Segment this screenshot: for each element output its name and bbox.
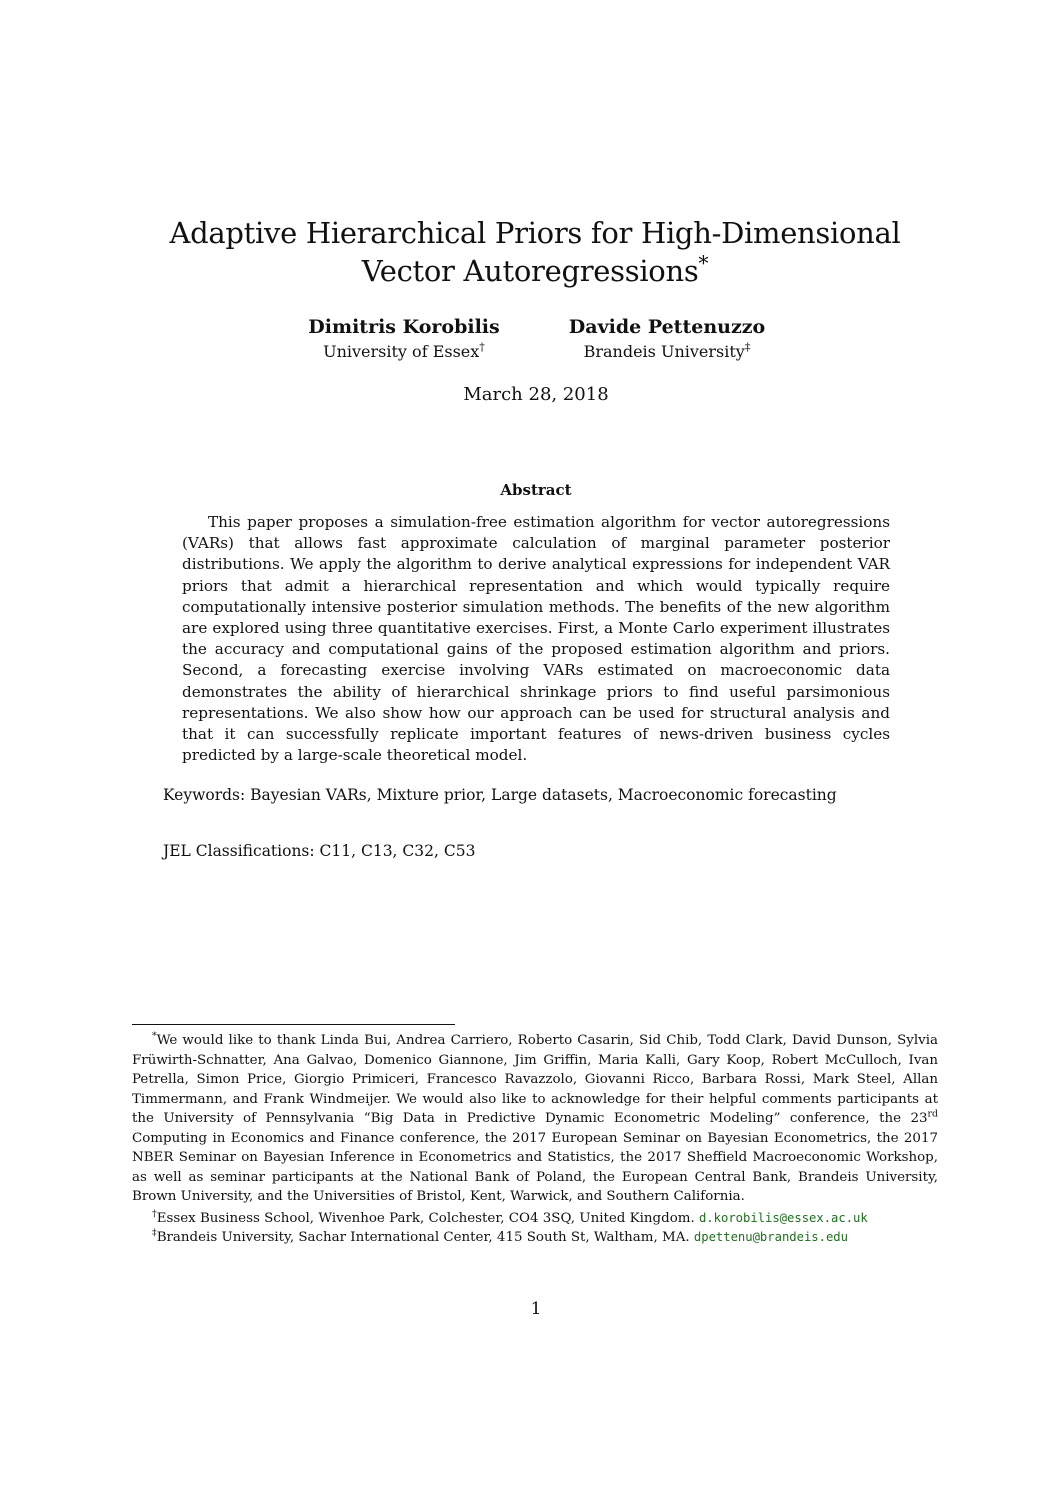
page-number: 1 [530, 1299, 542, 1319]
footnote-mark: ‡ [152, 1227, 157, 1239]
author-block-1 [308, 316, 500, 361]
footnote-thanks: *We would like to thank Linda Bui, Andrea Carriero, Roberto Casarin, Sid Chib, Todd Clark, David Dunson, Sylvia Früwirth-Schnatter, Ana Galvao, Domenico Giannone, Jim Griffin, Maria Kalli, Gary Koop, Robert McCulloch, Ivan Petrella, Simon Price, Giorgio Primiceri, Francesco Ravazzolo, Giovanni Ricco, Barbara Rossi, Mark Steel, Allan Timmermann, and Frank Windmeijer. We would also like to acknowledge for their helpful comments participants at the University of Pennsylvania “Big Data in Predictive Dynamic Econometric Modeling” conference, the 23rd Computing in Economics and Finance conference, the 2017 European Seminar on Bayesian Econometrics, the 2017 NBER Seminar on Bayesian Inference in Econometrics and Statistics, the 2017 Sheffield Macroeconomic Workshop, as well as seminar participants at the National Bank of Poland, the European Central Bank, Brandeis University, Brown University, and the Universities of Bristol, Kent, Warwick, and Southern California. [132, 1030, 938, 1204]
author-affiliation: University of Essex† [323, 340, 485, 361]
paper-title: Adaptive Hierarchical Priors for High-Dimensional Vector Autoregressions* [169, 216, 901, 288]
footnotes [132, 1031, 938, 1248]
abstract-heading: Abstract [500, 481, 572, 499]
author-name: Davide Pettenuzzo [568, 316, 766, 338]
author-affiliation: Brandeis University‡ [583, 340, 751, 361]
email-link-pettenuzzo[interactable]: dpettenu@brandeis.edu [693, 1230, 848, 1244]
author-block-2 [567, 316, 767, 361]
keywords: Keywords: Bayesian VARs, Mixture prior, Large datasets, Macroeconomic forecasting [163, 786, 837, 804]
footnote-mark: * [152, 1030, 157, 1042]
ordinal-sup: rd [927, 1108, 938, 1120]
footnote-rule [132, 1024, 455, 1025]
email-link-korobilis[interactable]: d.korobilis@essex.ac.uk [698, 1210, 868, 1225]
footnote-brandeis: ‡Brandeis University, Sachar International Center, 415 South St, Waltham, MA. dpettenu@brandeis.edu [152, 1227, 848, 1245]
title-footnote-mark: * [698, 251, 709, 276]
footnote-essex: †Essex Business School, Wivenhoe Park, Colchester, CO4 3SQ, United Kingdom. d.korobilis@essex.ac.uk [152, 1208, 868, 1226]
paper-date: March 28, 2018 [463, 384, 609, 405]
affiliation-mark: † [479, 340, 485, 354]
author-name: Dimitris Korobilis [308, 316, 500, 338]
affiliation-mark: ‡ [744, 340, 751, 354]
abstract-text: This paper proposes a simulation-free estimation algorithm for vector autoregressions (VARs) that allows fast approximate calculation of marginal parameter posterior distributions. We apply the algorithm to derive analytical expressions for independent VAR priors that admit a hierarchical representation and which would typically require computationally intensive posterior simulation methods. The benefits of the new algorithm are explored using three quantitative exercises. First, a Monte Carlo experiment illustrates the accuracy and computational gains of the proposed estimation algorithm and priors. Second, a forecasting exercise involving VARs estimated on macroeconomic data demonstrates the ability of hierarchical shrinkage priors to find useful parsimonious representations. We also show how our approach can be used for structural analysis and that it can successfully replicate important features of news-driven business cycles predicted by a large-scale theoretical model. [182, 513, 890, 765]
jel-classifications: JEL Classifications: C11, C13, C32, C53 [163, 842, 476, 860]
footnote-mark: † [152, 1208, 157, 1220]
